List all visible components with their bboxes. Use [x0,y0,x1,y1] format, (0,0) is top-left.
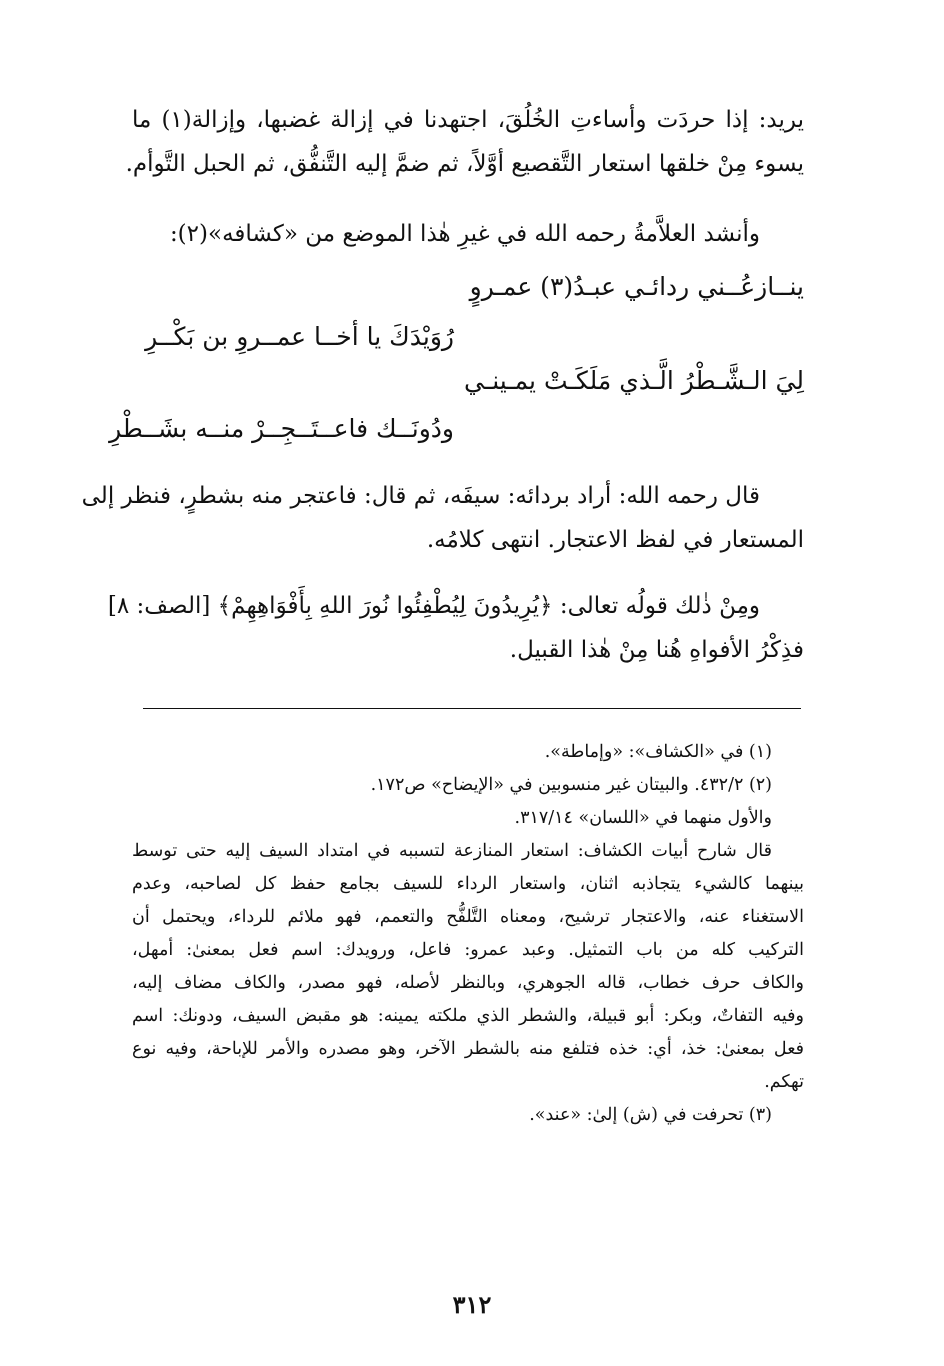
paragraph-2 [132,212,804,256]
paragraph-3 [81,474,804,562]
footnote-commentary-line: والكاف حرف خطاب، قاله الجوهري، وبالنظر لأصله، فهو مصدر، والكاف مضاف إليه، [132,973,804,993]
paragraph-4 [107,584,804,672]
verse-line: رُوَيْدَكَ يا أخــا عمــروِ بن بَكْــرِ [145,322,454,351]
text-line: ومِنْ ذٰلك قولُه تعالى: ﴿يُرِيدُونَ لِيُطْفِئُوا نُورَ اللهِ بِأَفْوَاهِهِمْ﴾ [الصف: ٨] [107,593,760,619]
footnote-2-continuation: والأول منهما في «اللسان» ٣١٧/١٤. [514,808,772,828]
footnote-1: (١) في «الكشاف»: «وإماطة». [544,742,772,762]
footnote-commentary-line: الاستغناء عنه، والاعتجار ترشيح، ومعناه التَّلفُّح والتعمم، فهو ملائم للرداء، ويحتمل أن [132,907,804,927]
text-line: قال رحمه الله: أراد بردائه: سيفَه، ثم قال: فاعتجر منه بشطرٍ، فنظر إلى [81,483,760,509]
verse-line: ينــازعُــني ردائـي عبـدُ(٣) عمـروٍ [469,272,804,301]
footnote-3: (٣) تحرفت في (ش) إلىٰ: «عند». [529,1105,772,1125]
verse-line: ودُونَــك فاعــتَــجِــرْ منــه بشَــطْرِ [109,414,454,443]
page-number: ٣١٢ [452,1290,492,1319]
footnote-commentary-line: فعل بمعنىٰ: خذ، أي: خذه فتلفع منه بالشطر الآخر، وهو مصدره والأمر للإباحة، وفيه نوع [132,1039,804,1059]
text-line: يريد: إذا حردَت وأساءتِ الخُلُقَ، اجتهدنا في إزالة غضبها، وإزالة(١) ما [132,107,804,133]
footnote-separator [143,708,801,709]
footnote-commentary-line: بينهما كالشيء يتجاذبه اثنان، واستعار الرداء للسيف بجامع حفظ كل لصاحبه، وعدم [132,874,804,894]
footnote-commentary-line: التركيب كله من باب التمثيل. وعبد عمرو: فاعل، ورويدك: اسم فعل بمعنىٰ: أمهل، [132,940,804,960]
text-line: فذِكْرُ الأفواهِ هُنا مِنْ هٰذا القبيل. [509,637,804,663]
text-line: المستعار في لفظ الاعتجار. انتهى كلامُه. [426,527,804,553]
verse-line: لِيَ الـشَّـطْرُ الَّـذي مَلَكَـتْ يمـينـي [464,366,804,395]
footnote-2: (٢) ٤٣٢/٢. والبيتان غير منسوبين في «الإيضاح» ص١٧٢. [370,775,772,795]
footnotes [132,736,804,1132]
text-line: يسوء مِنْ خلقها استعار التَّقصيع أوَّلاً، ثم ضمَّ إليه التَّنفُّق، ثم الحبل التَّوأم. [125,151,804,177]
footnote-commentary-line: تهكم. [764,1072,804,1092]
text-line: وأنشد العلاَّمةُ رحمه الله في غيرِ هٰذا الموضع من «كشافه»(٢): [169,221,760,247]
paragraph-1 [125,98,804,186]
footnote-commentary-line: وفيه التفاتٌ، وبكر: أبو قبيلة، والشطر الذي ملكته يمينه: هو مقبض السيف، ودونك: اسم [132,1006,804,1026]
footnote-commentary-line: قال شارح أبيات الكشاف: استعار المنازعة لتسببه في امتداد السيف إليه حتى توسط [132,841,772,861]
